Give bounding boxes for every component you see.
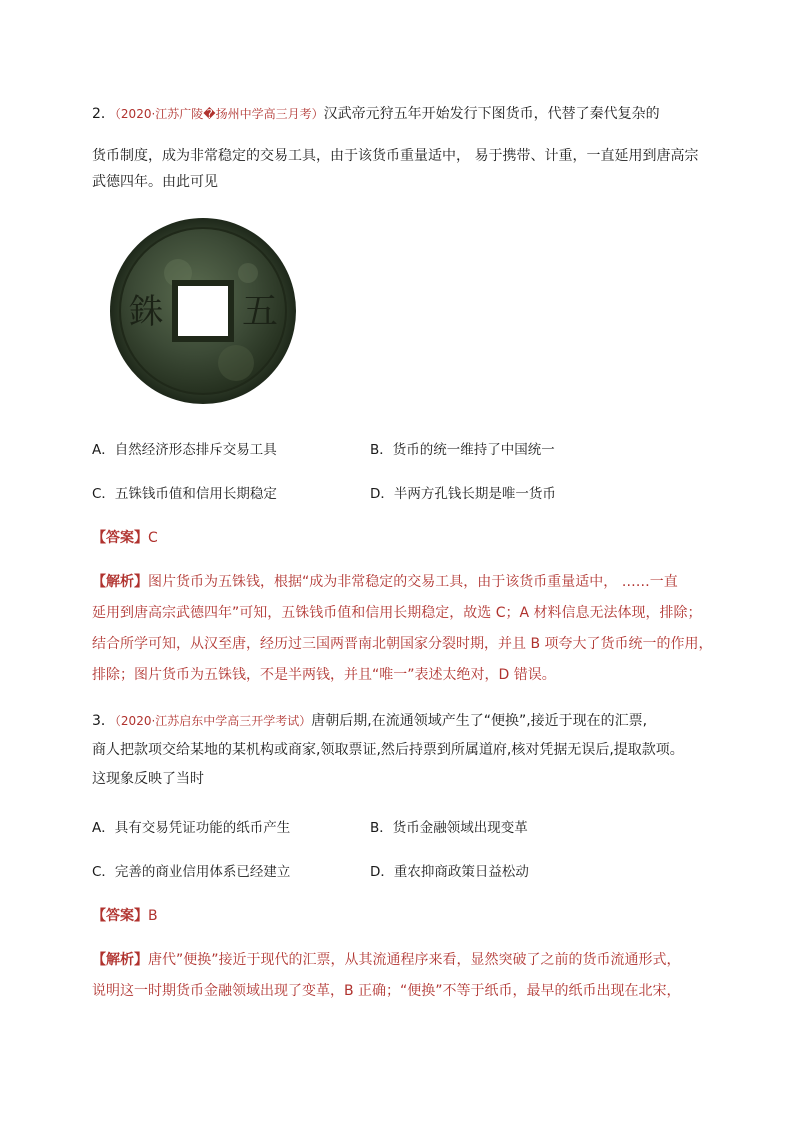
q2-source: （2020·江苏广陵�扬州中学高三月考） <box>114 107 324 121</box>
q3-option-d: D．重农抑商政策日益松动 <box>370 864 529 880</box>
q2-analysis-line2: 延用到唐高宗武德四年”可知，五铢钱币值和信用长期稳定，故选 C；A 材料信息无法体现，排除； <box>92 605 702 621</box>
q2-analysis-line4: 排除；图片货币为五铢钱，不是半两钱，并且“唯一”表述太绝对，D 错误。 <box>92 667 556 683</box>
q2-stem-text1: 汉武帝元狩五年开始发行下图货币，代替了秦代复杂的 <box>323 106 660 122</box>
q3-stem-line1 <box>92 711 647 731</box>
q2-analysis-line1 <box>92 572 678 592</box>
q3-analysis-line1 <box>92 950 681 970</box>
coin-char-left: 銖 <box>129 292 163 332</box>
q3-source: （2020·江苏启东中学高三开学考试） <box>114 714 312 728</box>
q2-option-b: B．货币的统一维持了中国统一 <box>370 442 555 458</box>
coin-char-right: 五 <box>241 291 279 332</box>
q2-option-a: A．自然经济形态排斥交易工具 <box>92 442 277 458</box>
q3-stem-line2: 商人把款项交给某地的某机构或商家,领取票证,然后持票到所属道府,核对凭据无误后,提取款项。 <box>92 742 684 758</box>
q2-analysis-text1: 图片货币为五铢钱，根据“成为非常稳定的交易工具，由于该货币重量适中， ……一直 <box>148 574 678 590</box>
q3-analysis-label: 【解析】 <box>92 952 148 968</box>
q3-stem-line3: 这现象反映了当时 <box>92 771 204 787</box>
q2-stem-line2: 货币制度，成为非常稳定的交易工具，由于该货币重量适中， 易于携带、计重，一直延用到唐高宗 <box>92 148 699 164</box>
q2-stem-line1 <box>92 104 660 124</box>
q3-answer-value: B <box>148 908 158 924</box>
q3-option-a: A．具有交易凭证功能的纸币产生 <box>92 820 291 836</box>
q3-answer-label: 【答案】 <box>92 908 148 924</box>
q2-option-d: D．半两方孔钱长期是唯一货币 <box>370 486 556 502</box>
q2-answer-label: 【答案】 <box>92 530 148 546</box>
q3-analysis-text1: 唐代”便换”接近于现代的汇票，从其流通程序来看，显然突破了之前的货币流通形式， <box>148 952 681 968</box>
q2-analysis-line3: 结合所学可知，从汉至唐，经历过三国两晋南北朝国家分裂时期，并且 B 项夸大了货币统一的作用， <box>92 636 713 652</box>
q2-option-c: C．五铢钱币值和信用长期稳定 <box>92 486 277 502</box>
q3-answer <box>92 906 158 926</box>
q3-number: 3． <box>92 713 115 729</box>
q2-stem-line3: 武德四年。由此可见 <box>92 174 218 190</box>
wuzhu-coin-image <box>108 213 298 409</box>
q3-option-b: B．货币金融领域出现变革 <box>370 820 528 836</box>
q2-answer <box>92 528 158 548</box>
q2-number: 2． <box>92 106 115 122</box>
q3-stem-text1: 唐朝后期,在流通领域产生了“便换”,接近于现在的汇票, <box>311 713 648 729</box>
q3-option-c: C．完善的商业信用体系已经建立 <box>92 864 291 880</box>
q2-answer-value: C <box>148 530 158 546</box>
q2-analysis-label: 【解析】 <box>92 574 148 590</box>
q3-analysis-line2: 说明这一时期货币金融领域出现了变革，B 正确；“便换”不等于纸币，最早的纸币出现在北宋， <box>92 983 681 999</box>
